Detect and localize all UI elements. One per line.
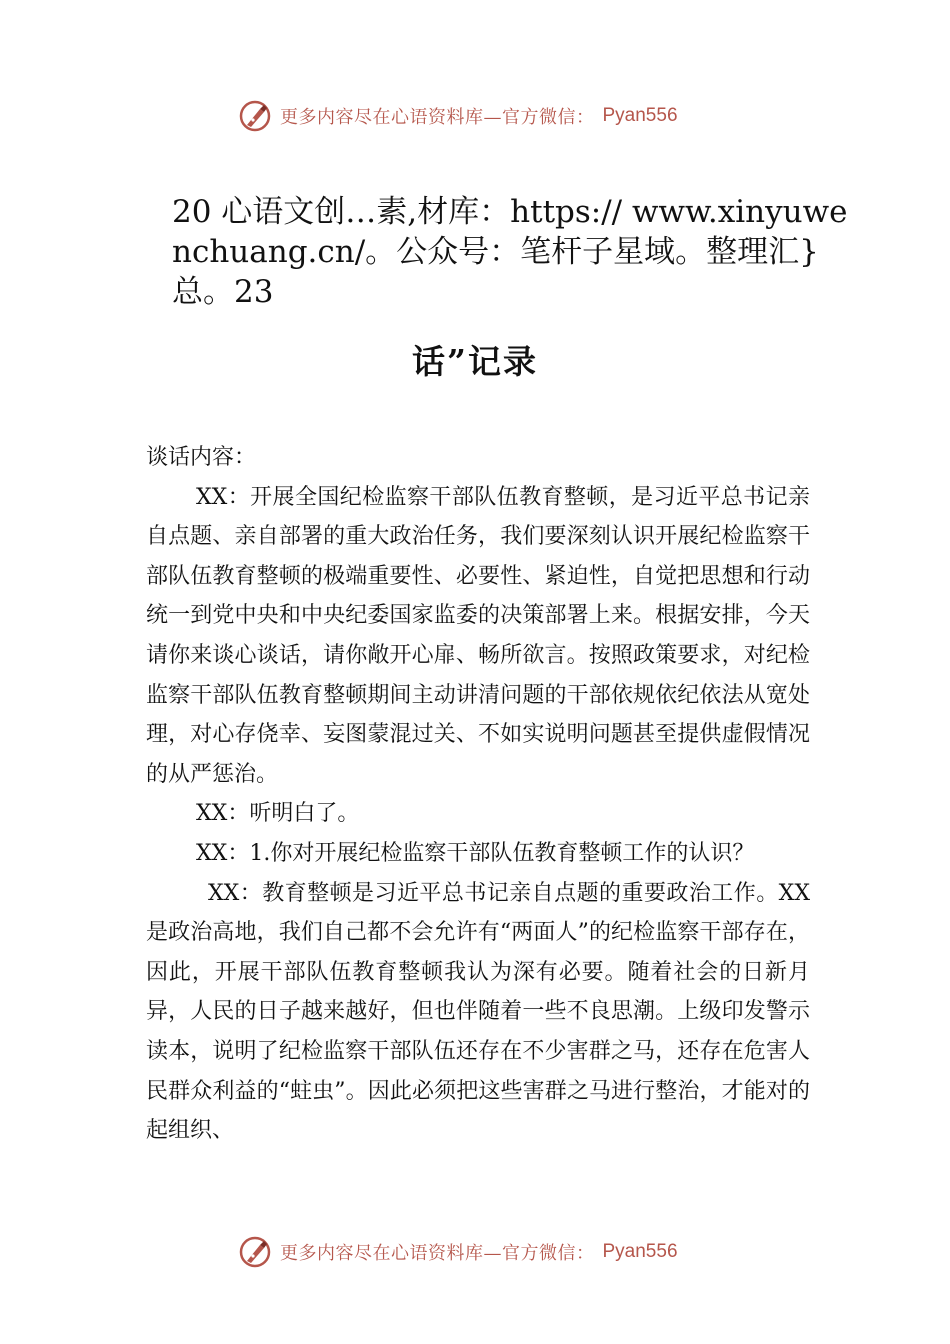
paragraph: XX：开展全国纪检监察干部队伍教育整顿，是习近平总书记亲自点题、亲自部署的重大政治任务，我们要深刻认识开展纪检监察干部队伍教育整顿的极端重要性、必要性、紧迫性，自觉把思想和行动统一到党中央和中央纪委国家监委的决策部署上来。根据安排，今天请你来谈心谈话，请你敞开心扉、畅所欲言。按照政策要求，对纪检监察干部队伍教育整顿期间主动讲清问题的干部依规依纪依法从宽处理，对心存侥幸、妄图蒙混过关、不如实说明问题甚至提供虚假情况的从严惩治。 bbox=[146, 484, 810, 787]
header-banner bbox=[238, 96, 678, 136]
document-title: 话”记录 bbox=[412, 342, 538, 381]
banner-text: 更多内容尽在心语资料库—官方微信： bbox=[280, 1243, 595, 1264]
watermark-text: 20 心语文创…素,材库：https:// www.xinyuwenchuang.cn/。公众号：笔杆子星域。整理汇}总。23 bbox=[172, 194, 848, 310]
paragraph: XX：教育整顿是习近平总书记亲自点题的重要政治工作。XX 是政治高地，我们自己都不会允许有“两面人”的纪检监察干部存在，因此，开展干部队伍教育整顿我认为深有必要。随着社会的日新月异，人民的日子越来越好，但也伴随着一些不良思潮。上级印发警示读本，说明了纪检监察干部队伍还存在不少害群之马，还存在危害人民群众利益的“蛀虫”。因此必须把这些害群之马进行整治，才能对的起组织、 bbox=[146, 880, 810, 1144]
document-body bbox=[146, 438, 810, 1151]
banner-text: 更多内容尽在心语资料库—官方微信： bbox=[280, 107, 595, 128]
paragraph-label: 谈话内容： bbox=[146, 445, 257, 470]
pen-nib-logo-icon bbox=[238, 99, 272, 133]
wechat-id: Pyan556 bbox=[602, 1241, 678, 1262]
wechat-id: Pyan556 bbox=[602, 105, 678, 126]
paragraph: XX：1.你对开展纪检监察干部队伍教育整顿工作的认识？ bbox=[196, 840, 755, 866]
pen-nib-logo-icon bbox=[238, 1235, 272, 1269]
footer-banner bbox=[238, 1232, 678, 1272]
paragraph: XX：听明白了。 bbox=[196, 801, 360, 827]
